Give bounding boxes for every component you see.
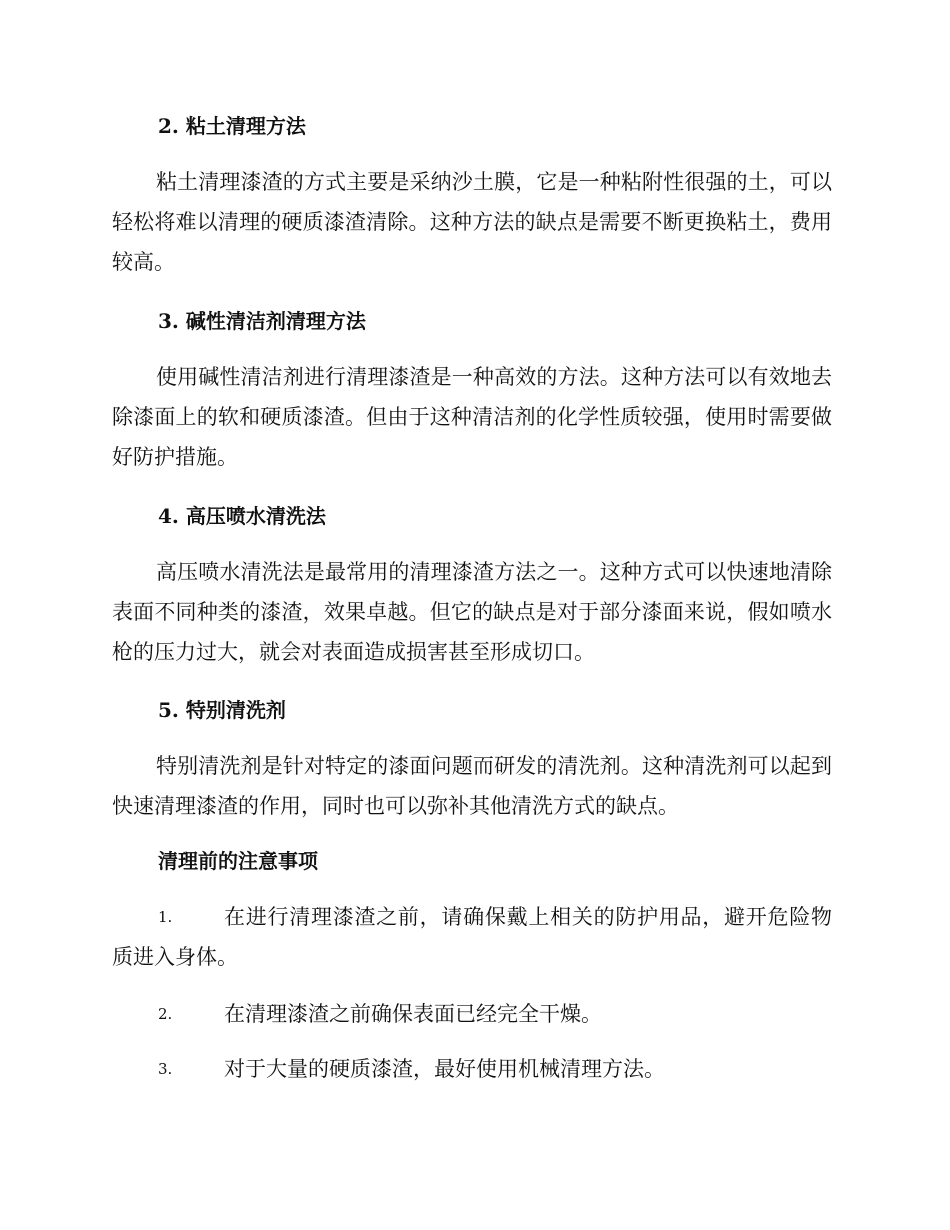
list-item-text: 对于大量的硬质漆渣，最好使用机械清理方法。 <box>224 1057 665 1081</box>
list-item-text: 在进行清理漆渣之前，请确保戴上相关的防护用品，避开危险物质进入身体。 <box>112 905 832 969</box>
precautions-heading: 清理前的注意事项 <box>158 849 318 873</box>
section-heading-clay: 2. 粘土清理方法 <box>158 114 306 138</box>
section-body-high-pressure: 高压喷水清洗法是最常用的清理漆渣方法之一。这种方式可以快速地清除表面不同种类的漆渣，效果卓越。但它的缺点是对于部分漆面来说，假如喷水枪的压力过大，就会对表面造成损害甚至形成切口。 <box>112 560 832 664</box>
list-item <box>112 897 832 977</box>
list-item-text: 在清理漆渣之前确保表面已经完全干燥。 <box>224 1002 602 1026</box>
list-item-number: 3. <box>158 1060 173 1078</box>
section-body-alkaline: 使用碱性清洁剂进行清理漆渣是一种高效的方法。这种方法可以有效地去除漆面上的软和硬质漆渣。但由于这种清洁剂的化学性质较强，使用时需要做好防护措施。 <box>112 365 832 469</box>
list-item <box>112 1049 832 1089</box>
section-heading-special-cleaner: 5. 特别清洗剂 <box>158 698 286 722</box>
list-item-number: 2. <box>158 1005 173 1023</box>
section-heading-alkaline: 3. 碱性清洁剂清理方法 <box>158 309 366 333</box>
section-body-clay: 粘土清理漆渣的方式主要是采纳沙土膜，它是一种粘附性很强的土，可以轻松将难以清理的硬质漆渣清除。这种方法的缺点是需要不断更换粘土，费用较高。 <box>112 170 832 274</box>
list-item-number: 1. <box>158 908 173 926</box>
section-heading-high-pressure: 4. 高压喷水清洗法 <box>158 504 326 528</box>
list-item <box>112 994 832 1034</box>
section-body-special-cleaner: 特别清洗剂是针对特定的漆面问题而研发的清洗剂。这种清洗剂可以起到快速清理漆渣的作用，同时也可以弥补其他清洗方式的缺点。 <box>112 754 832 818</box>
